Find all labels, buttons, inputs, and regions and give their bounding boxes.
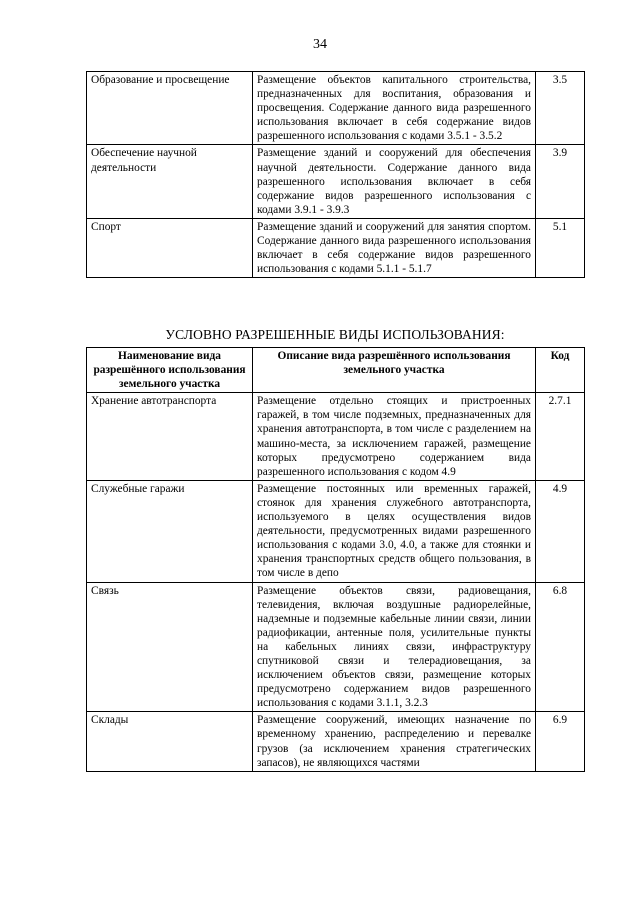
use-type-description: Размещение зданий и сооружений для занятия спортом. Содержание данного вида разрешенного использования включает в себя содержание видов разрешенного использования с кодами 5.1.1 - 5.1.7 (253, 218, 536, 277)
use-type-code: 5.1 (536, 218, 585, 277)
use-type-name: Образование и просвещение (87, 72, 253, 145)
column-header-code: Код (536, 348, 585, 393)
use-type-code: 3.5 (536, 72, 585, 145)
use-type-description: Размещение сооружений, имеющих назначение по временному хранению, распределению и перевалке грузов (за исключением хранения стратегических запасов), не являющихся частями (253, 712, 536, 771)
use-type-name: Спорт (87, 218, 253, 277)
use-type-code: 3.9 (536, 145, 585, 218)
table-row (87, 145, 585, 218)
use-type-code: 4.9 (536, 480, 585, 582)
table-row (87, 393, 585, 481)
use-type-name: Склады (87, 712, 253, 771)
table-row (87, 218, 585, 277)
table-row (87, 72, 585, 145)
table-row (87, 712, 585, 771)
use-type-description: Размещение объектов капитального строительства, предназначенных для воспитания, образования и просвещения. Содержание данного вида разрешенного использования включает в себя содержание видов разрешенного использования с кодами 3.5.1 - 3.5.2 (253, 72, 536, 145)
use-type-description: Размещение зданий и сооружений для обеспечения научной деятельности. Содержание данного вида разрешенного использования включает в себя содержание видов разрешенного использования с кодами 3.9.1 - 3.9.3 (253, 145, 536, 218)
page-number: 34 (313, 37, 327, 52)
land-use-table-main (86, 71, 585, 278)
use-type-description: Размещение отдельно стоящих и пристроенных гаражей, в том числе подземных, предназначенных для хранения автотранспорта, в том числе с разделением на машино-места, за исключением гаражей, размещение которых предусмотрено содержанием вида разрешенного использования с кодом 4.9 (253, 393, 536, 481)
use-type-name: Служебные гаражи (87, 480, 253, 582)
use-type-name: Хранение автотранспорта (87, 393, 253, 481)
table-row (87, 480, 585, 582)
use-type-description: Размещение постоянных или временных гаражей, стоянок для хранения служебного автотранспорта, используемого в целях осуществления видов деятельности, предусмотренных видами разрешенного использования с кодами 3.0, 4.0, а также для стоянки и хранения транспортных средств общего пользования, в том числе в депо (253, 480, 536, 582)
use-type-name: Обеспечение научной деятельности (87, 145, 253, 218)
table-header-row (87, 348, 585, 393)
table-row (87, 582, 585, 712)
use-type-name: Связь (87, 582, 253, 712)
column-header-description: Описание вида разрешённого использования земельного участка (253, 348, 536, 393)
conditional-use-table (86, 347, 585, 772)
use-type-code: 2.7.1 (536, 393, 585, 481)
use-type-code: 6.8 (536, 582, 585, 712)
column-header-name: Наименование вида разрешённого использования земельного участка (87, 348, 253, 393)
use-type-code: 6.9 (536, 712, 585, 771)
section-heading: УСЛОВНО РАЗРЕШЕННЫЕ ВИДЫ ИСПОЛЬЗОВАНИЯ: (165, 327, 505, 342)
use-type-description: Размещение объектов связи, радиовещания, телевидения, включая воздушные радиорелейные, надземные и подземные кабельные линии связи, линии радиофикации, антенные поля, усилительные пункты на кабельных линиях связи, инфраструктуру спутниковой связи и телерадиовещания, за исключением объектов связи, размещение которых предусмотрено содержанием видов разрешенного использования с кодами 3.1.1, 3.2.3 (253, 582, 536, 712)
